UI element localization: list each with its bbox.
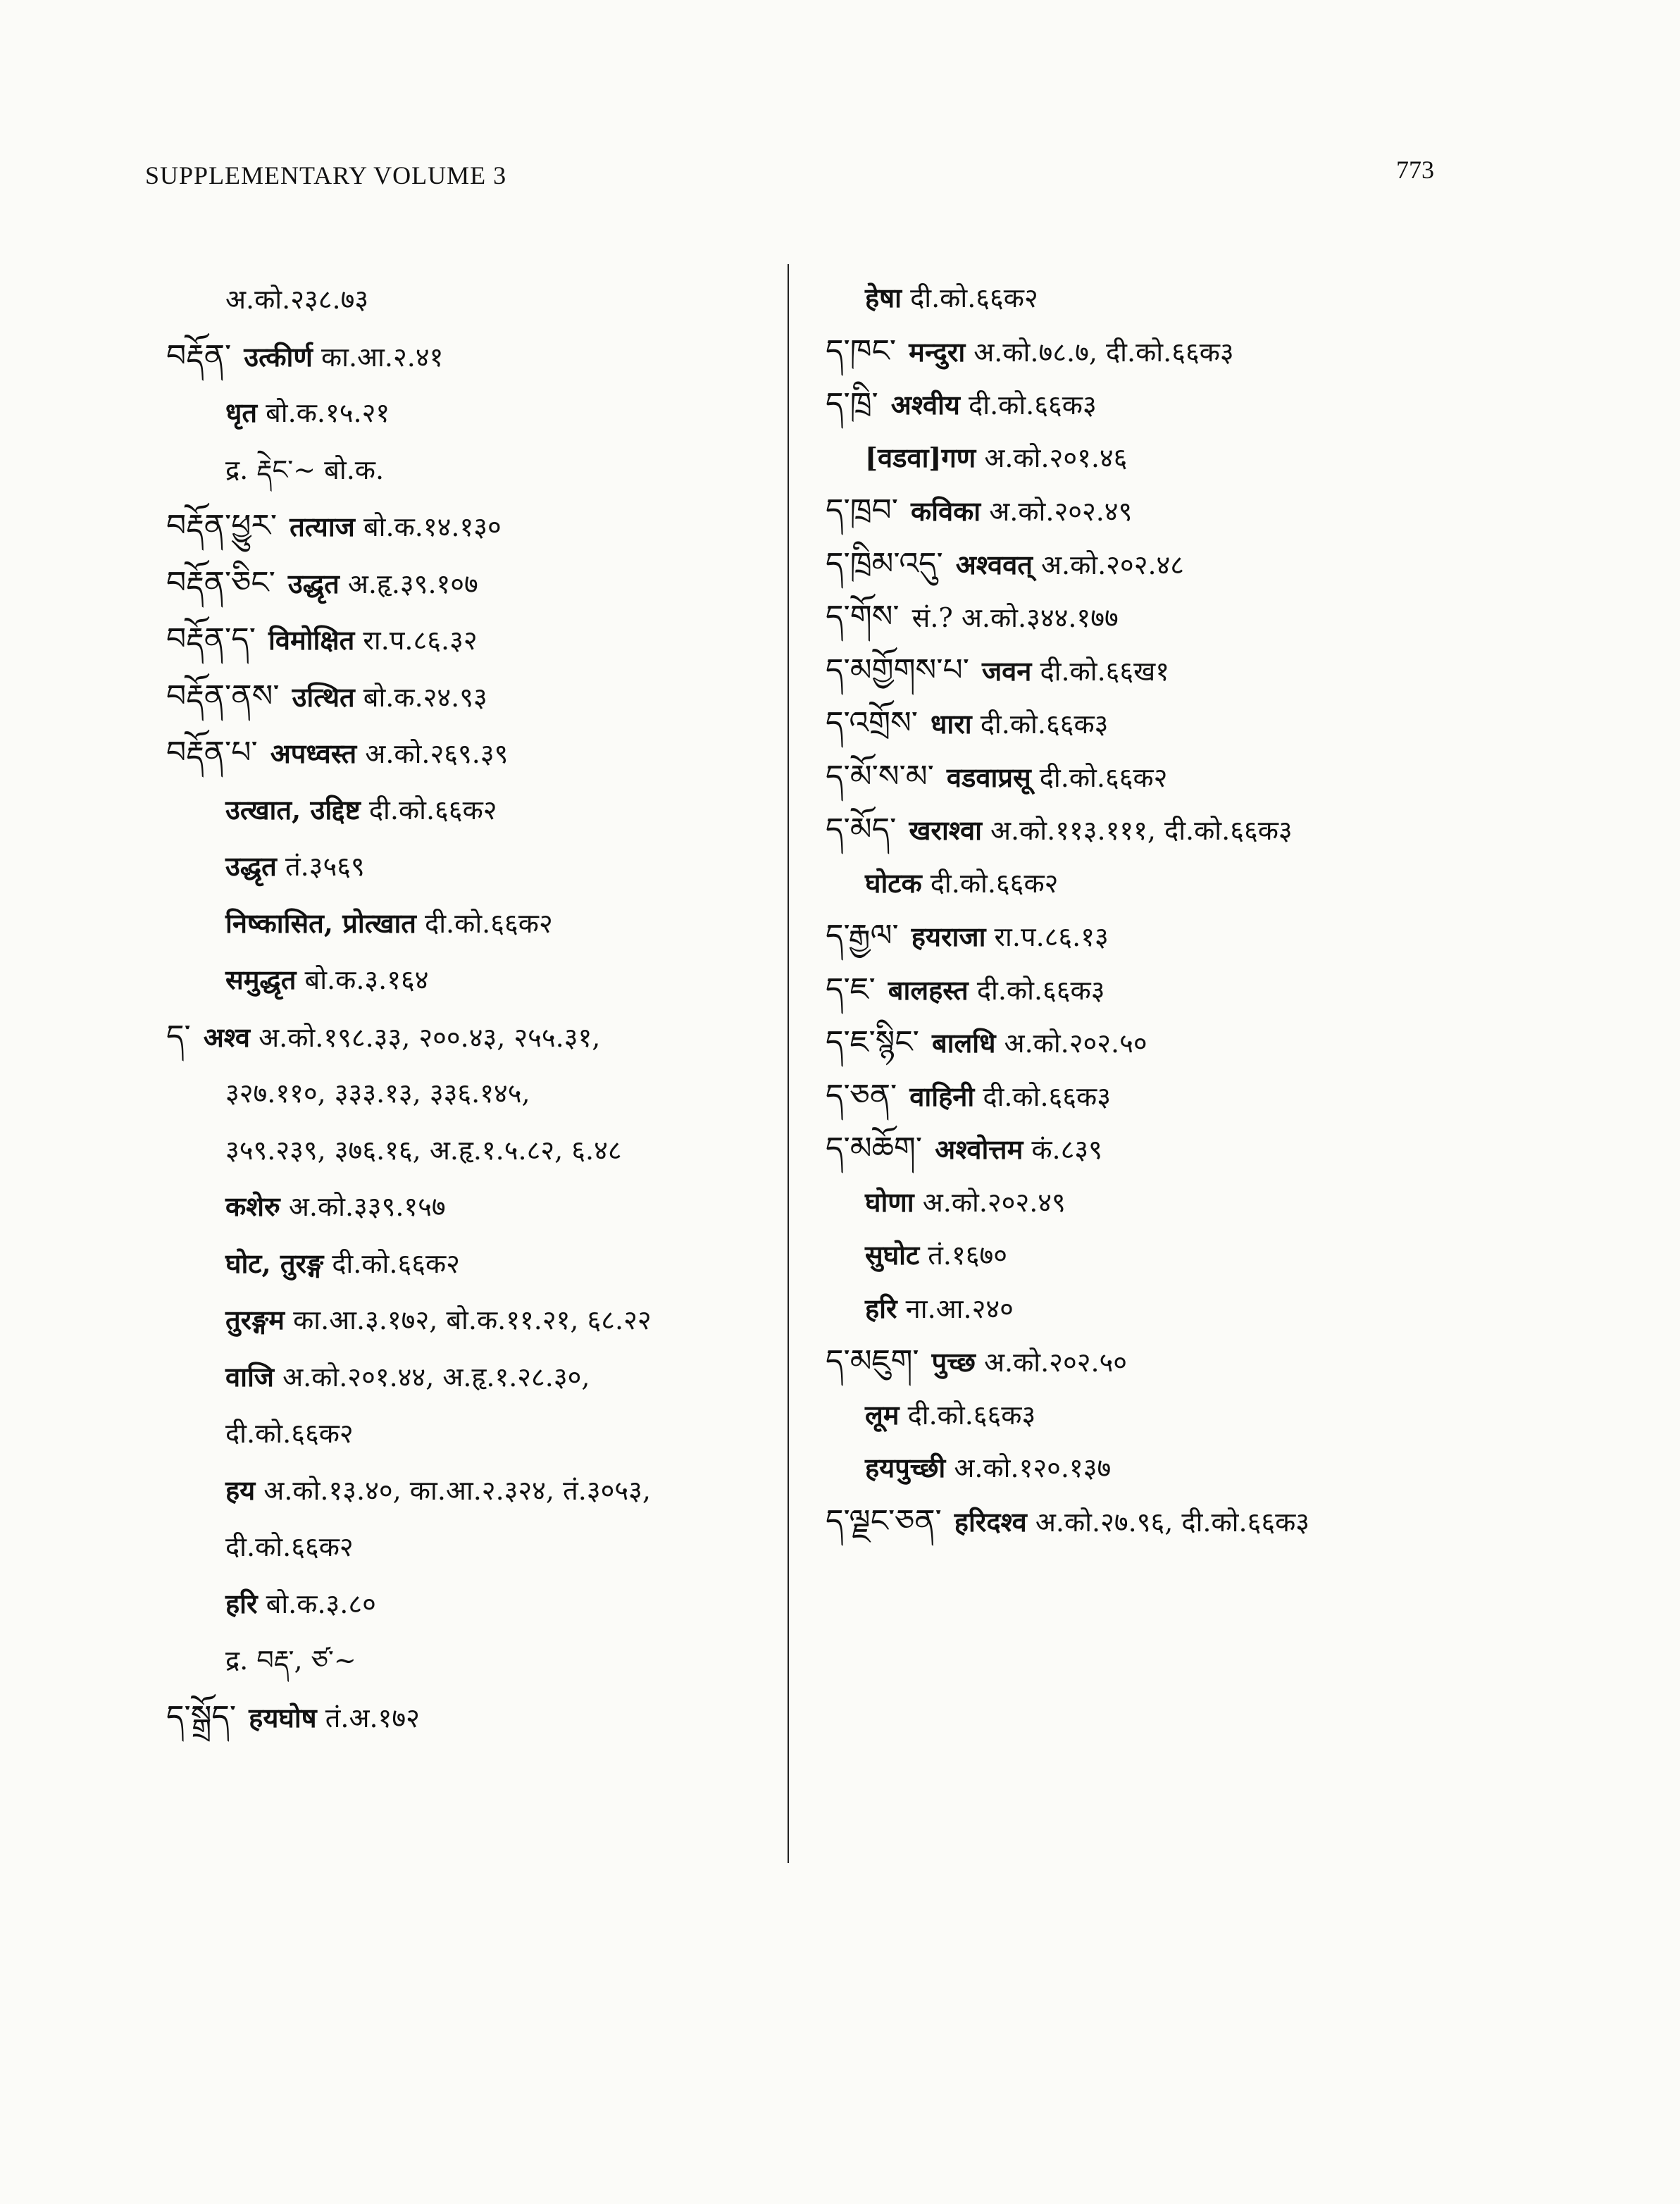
tibetan-headword: བརྡོན་: [166, 337, 232, 374]
column-divider: [788, 264, 789, 1863]
tibetan-headword: ད་ལྗང་ཅན་: [826, 1502, 942, 1539]
tibetan-headword: ད་ཁྲི་: [826, 386, 878, 422]
source-reference: अ.को.११३.१११, दी.को.६६क३: [981, 815, 1293, 846]
sanskrit-equivalent: अश्व: [203, 1021, 251, 1053]
source-reference: ३५९.२३९, ३७६.१६, अ.हृ.१.५.८२, ६.४८: [225, 1134, 622, 1166]
sanskrit-equivalent: जवन: [981, 654, 1032, 687]
source-reference: दी.को.६६क३: [968, 974, 1105, 1006]
sanskrit-equivalent: बालधि: [931, 1027, 996, 1059]
dictionary-entry-sense-line: [166, 271, 772, 328]
source-reference: रा.प.८६.३२: [354, 625, 478, 656]
source-reference: अ.को.२०१.४६: [976, 442, 1128, 473]
sanskrit-equivalent: उत्थित: [292, 680, 355, 713]
page-header: [145, 156, 1434, 210]
sanskrit-equivalent: समुद्धृत: [225, 964, 297, 995]
sanskrit-equivalent: पुच्छ: [931, 1346, 976, 1378]
tibetan-headword: ད་ཇ་སྙིང་: [826, 1024, 919, 1060]
tibetan-headword: བརྡོན་ཅིང་: [166, 564, 275, 601]
source-reference: तं.३५६९: [276, 851, 365, 882]
dictionary-entry-headword-line: [826, 750, 1445, 804]
sanskrit-equivalent: हय: [225, 1474, 256, 1506]
dictionary-entry-sense-line: [826, 1282, 1445, 1336]
source-reference: द्र. བརྡ་, ཙ་~: [225, 1645, 356, 1676]
sanskrit-equivalent: हयघोष: [249, 1701, 317, 1733]
source-reference: का.आ.२.४१: [312, 341, 444, 373]
sanskrit-equivalent: बालहस्त: [888, 973, 969, 1006]
sanskrit-equivalent: उत्कीर्ण: [244, 340, 313, 373]
source-reference: रा.प.८६.१३: [985, 921, 1109, 952]
dictionary-entry-headword-line: [826, 484, 1445, 537]
tibetan-headword: ད་ཁྲིམ་འདུ་: [826, 545, 943, 582]
dictionary-entry-headword-line: [826, 378, 1445, 431]
sanskrit-equivalent: घोणा: [865, 1185, 914, 1218]
sanskrit-equivalent: धृत: [225, 397, 258, 428]
sanskrit-equivalent: वाजि: [225, 1360, 275, 1393]
source-reference: अ.को.२०२.४८: [1032, 549, 1185, 580]
sanskrit-equivalent: हेषा: [865, 282, 902, 313]
dictionary-entry-sense-line: [166, 1122, 772, 1179]
dictionary-entry-headword-line: [826, 1495, 1445, 1548]
sanskrit-equivalent: हरिदश्व: [954, 1505, 1027, 1538]
source-reference: दी.को.६६क२: [901, 282, 1038, 313]
dictionary-entry-sense-line: [166, 1292, 772, 1349]
source-reference: दी.को.६६क३: [899, 1399, 1036, 1431]
tibetan-headword: ད་ཇ་: [826, 971, 876, 1007]
tibetan-headword: བརྡོན་ནས་: [166, 678, 280, 714]
dictionary-entry-sense-line: [826, 1388, 1445, 1442]
page-number: 773: [1396, 156, 1434, 184]
dictionary-entry-headword-line: [826, 1069, 1445, 1123]
source-reference: अ.को.७८.७, दी.को.६६क३: [965, 336, 1234, 368]
source-reference: अ.हृ.३९.१०७: [339, 568, 478, 599]
dictionary-entry-headword-line: [166, 725, 772, 782]
dictionary-entry-sense-line: [826, 1441, 1445, 1495]
source-reference: अ.को.२०२.४९: [981, 496, 1133, 527]
source-reference: दी.को.६६क२: [416, 907, 553, 939]
sanskrit-equivalent: अश्वीय: [890, 389, 960, 421]
sanskrit-equivalent: धारा: [931, 708, 972, 740]
tibetan-headword: ད་མཇུག་: [826, 1343, 919, 1379]
tibetan-headword: ད་གོས་: [826, 599, 900, 635]
dictionary-entry-headword-line: [826, 963, 1445, 1016]
source-reference: तं.१६७०: [919, 1240, 1007, 1271]
sanskrit-equivalent: तुरङ्गम: [225, 1304, 285, 1336]
dictionary-entry-sense-line: [166, 1632, 772, 1689]
source-reference: दी.को.६६क२: [360, 794, 497, 826]
dictionary-entry-headword-line: [826, 803, 1445, 857]
source-reference: अ.को.२०१.४४, अ.हृ.१.२८.३०,: [274, 1361, 590, 1393]
sanskrit-equivalent: वाहिनी: [909, 1080, 975, 1112]
dictionary-entry-sense-line: [826, 271, 1445, 325]
sanskrit-equivalent: घोटक: [865, 866, 922, 899]
sanskrit-equivalent: विमोक्षित: [268, 624, 355, 656]
sanskrit-equivalent: खराश्वा: [909, 814, 982, 846]
source-reference: अ.को.२७.९६, दी.को.६६क३: [1026, 1506, 1310, 1538]
sanskrit-equivalent: उत्खात, उद्दिष्ट: [225, 793, 361, 826]
source-reference: दी.को.६६क२: [921, 867, 1059, 899]
dictionary-entry-headword-line: [166, 498, 772, 555]
dictionary-entry-headword-line: [166, 1009, 772, 1066]
source-reference: अ.को.२३८.७३: [225, 284, 369, 315]
sanskrit-equivalent: हरि: [865, 1292, 897, 1324]
dictionary-entry-headword-line: [826, 1122, 1445, 1176]
sanskrit-equivalent: घोट, तुरङ्ग: [225, 1247, 324, 1279]
source-reference: बो.क.३.८०: [257, 1588, 376, 1619]
source-reference: अ.को.२०२.५०: [995, 1028, 1147, 1059]
source-reference: दी.को.६६क२: [323, 1247, 460, 1279]
source-reference: अ.को.२०२.५०: [975, 1347, 1128, 1378]
source-reference: अ.को.१३.४०, का.आ.२.३२४, तं.३०५३,: [255, 1474, 651, 1506]
sanskrit-equivalent: अपध्वस्त: [270, 737, 357, 769]
source-reference: का.आ.३.१७२, बो.क.११.२१, ६८.२२: [284, 1305, 652, 1336]
left-column: [166, 271, 772, 1745]
source-reference: दी.को.६६क२: [1031, 761, 1168, 793]
dictionary-entry-sense-line: [166, 952, 772, 1009]
dictionary-entry-sense-line: [166, 1178, 772, 1235]
sanskrit-equivalent: सुघोट: [865, 1239, 920, 1271]
tibetan-headword: བརྡོན་ད་: [166, 621, 256, 657]
source-reference: तं.अ.१७२: [316, 1702, 420, 1733]
sanskrit-equivalent: अश्ववत्: [955, 548, 1033, 580]
dictionary-entry-headword-line: [826, 1016, 1445, 1069]
tibetan-headword: ད་མོད་: [826, 811, 897, 847]
tibetan-headword: ད་: [166, 1018, 191, 1054]
source-reference: बो.क.१४.१३०: [354, 511, 502, 542]
source-reference: दी.को.६६क३: [974, 1081, 1111, 1112]
sanskrit-equivalent: [वडवा]गण: [865, 441, 976, 473]
dictionary-entry-headword-line: [166, 668, 772, 726]
dictionary-entry-sense-line: [166, 385, 772, 442]
sanskrit-equivalent: कविका: [910, 495, 981, 527]
tibetan-headword: ད་ཁྲབ་: [826, 492, 898, 528]
right-column: [826, 271, 1445, 1548]
tibetan-headword: བརྡོན་པ་: [166, 735, 258, 771]
sanskrit-equivalent: लूम: [865, 1398, 900, 1431]
dictionary-entry-headword-line: [166, 328, 772, 385]
sanskrit-equivalent: हरि: [225, 1587, 258, 1619]
source-reference: अ.को.२०२.४९: [914, 1186, 1066, 1218]
dictionary-entry-headword-line: [826, 644, 1445, 697]
sanskrit-equivalent: कशेरु: [225, 1190, 280, 1222]
sanskrit-equivalent: अश्वोत्तम: [935, 1133, 1023, 1165]
source-reference: बो.क.२४.९३: [354, 681, 487, 713]
dictionary-entry-sense-line: [166, 838, 772, 895]
dictionary-entry-sense-line: [826, 431, 1445, 485]
dictionary-entry-headword-line: [826, 1335, 1445, 1388]
dictionary-entry-headword-line: [826, 909, 1445, 963]
tibetan-headword: ད་སྒྲོད་: [166, 1698, 237, 1735]
source-reference: बो.क.१५.२१: [257, 397, 390, 428]
source-reference: अ.को.३३९.१५७: [280, 1191, 446, 1222]
dictionary-entry-headword-line: [826, 697, 1445, 750]
dictionary-entry-headword-line: [166, 611, 772, 668]
dictionary-entry-sense-line: [166, 895, 772, 952]
tibetan-headword: ད་མོ་ས་མ་: [826, 758, 934, 795]
source-reference: ३२७.११०, ३३३.१३, ३३६.१४५,: [225, 1078, 530, 1109]
dictionary-entry-headword-line: [826, 590, 1445, 644]
dictionary-entry-headword-line: [166, 555, 772, 612]
sanskrit-equivalent: मन्दुरा: [909, 335, 966, 368]
dictionary-entry-sense-line: [166, 782, 772, 839]
dictionary-entry-sense-line: [166, 1349, 772, 1406]
tibetan-headword: ད་མཆོག་: [826, 1131, 923, 1166]
dictionary-entry-sense-line: [826, 1228, 1445, 1282]
source-reference: बो.क.३.१६४: [296, 964, 429, 995]
dictionary-entry-sense-line: [166, 1065, 772, 1122]
sanskrit-equivalent: हयपुच्छी: [865, 1452, 946, 1483]
dictionary-entry-sense-line: [166, 1405, 772, 1462]
tibetan-headword: ད་མགྱོགས་པ་: [826, 652, 969, 688]
dictionary-entry-sense-line: [166, 1576, 772, 1633]
tibetan-headword: ད་འགྲོས་: [826, 705, 919, 741]
sanskrit-equivalent: हयराजा: [911, 921, 986, 952]
sanskrit-equivalent: निष्कासित, प्रोत्खात: [225, 907, 416, 939]
source-reference: द्र. རྡེང་~ बो.क.: [225, 454, 385, 485]
dictionary-entry-sense-line: [826, 857, 1445, 910]
sanskrit-equivalent: उद्धृत: [287, 567, 340, 599]
tibetan-headword: ད་ཁང་: [826, 332, 897, 369]
source-reference: सं.? अ.को.३४४.१७७: [911, 602, 1119, 633]
source-reference: अ.को.१२०.१३७: [945, 1452, 1112, 1483]
dictionary-entry-sense-line: [166, 442, 772, 499]
source-reference: कं.८३९: [1023, 1134, 1102, 1165]
dictionary-entry-sense-line: [166, 1235, 772, 1293]
dictionary-entry-headword-line: [826, 537, 1445, 591]
tibetan-headword: ད་རྒྱལ་: [826, 918, 899, 954]
sanskrit-equivalent: उद्धृत: [225, 850, 277, 882]
source-reference: अ.को.२६९.३९: [356, 738, 509, 769]
running-head: SUPPLEMENTARY VOLUME 3: [145, 161, 507, 189]
dictionary-entry-sense-line: [166, 1519, 772, 1576]
dictionary-entry-headword-line: [826, 325, 1445, 378]
source-reference: अ.को.१९८.३३, २००.४३, २५५.३१,: [250, 1021, 601, 1053]
dictionary-entry-sense-line: [166, 1462, 772, 1519]
tibetan-headword: བརྡོན་ཕྱུར་: [166, 508, 278, 544]
sanskrit-equivalent: तत्याज: [290, 511, 355, 542]
sanskrit-equivalent: वडवाप्रसू: [946, 761, 1031, 793]
tibetan-headword: ད་ཅན་: [826, 1077, 897, 1114]
source-reference: दी.को.६६क३: [971, 709, 1109, 740]
source-reference: दी.को.६६क२: [225, 1418, 354, 1449]
source-reference: ना.आ.२४०: [897, 1293, 1014, 1324]
source-reference: दी.को.६६ख१: [1031, 655, 1170, 687]
dictionary-entry-headword-line: [166, 1689, 772, 1746]
source-reference: दी.को.६६क३: [959, 390, 1097, 421]
source-reference: दी.को.६६क२: [225, 1531, 354, 1562]
dictionary-entry-sense-line: [826, 1176, 1445, 1229]
